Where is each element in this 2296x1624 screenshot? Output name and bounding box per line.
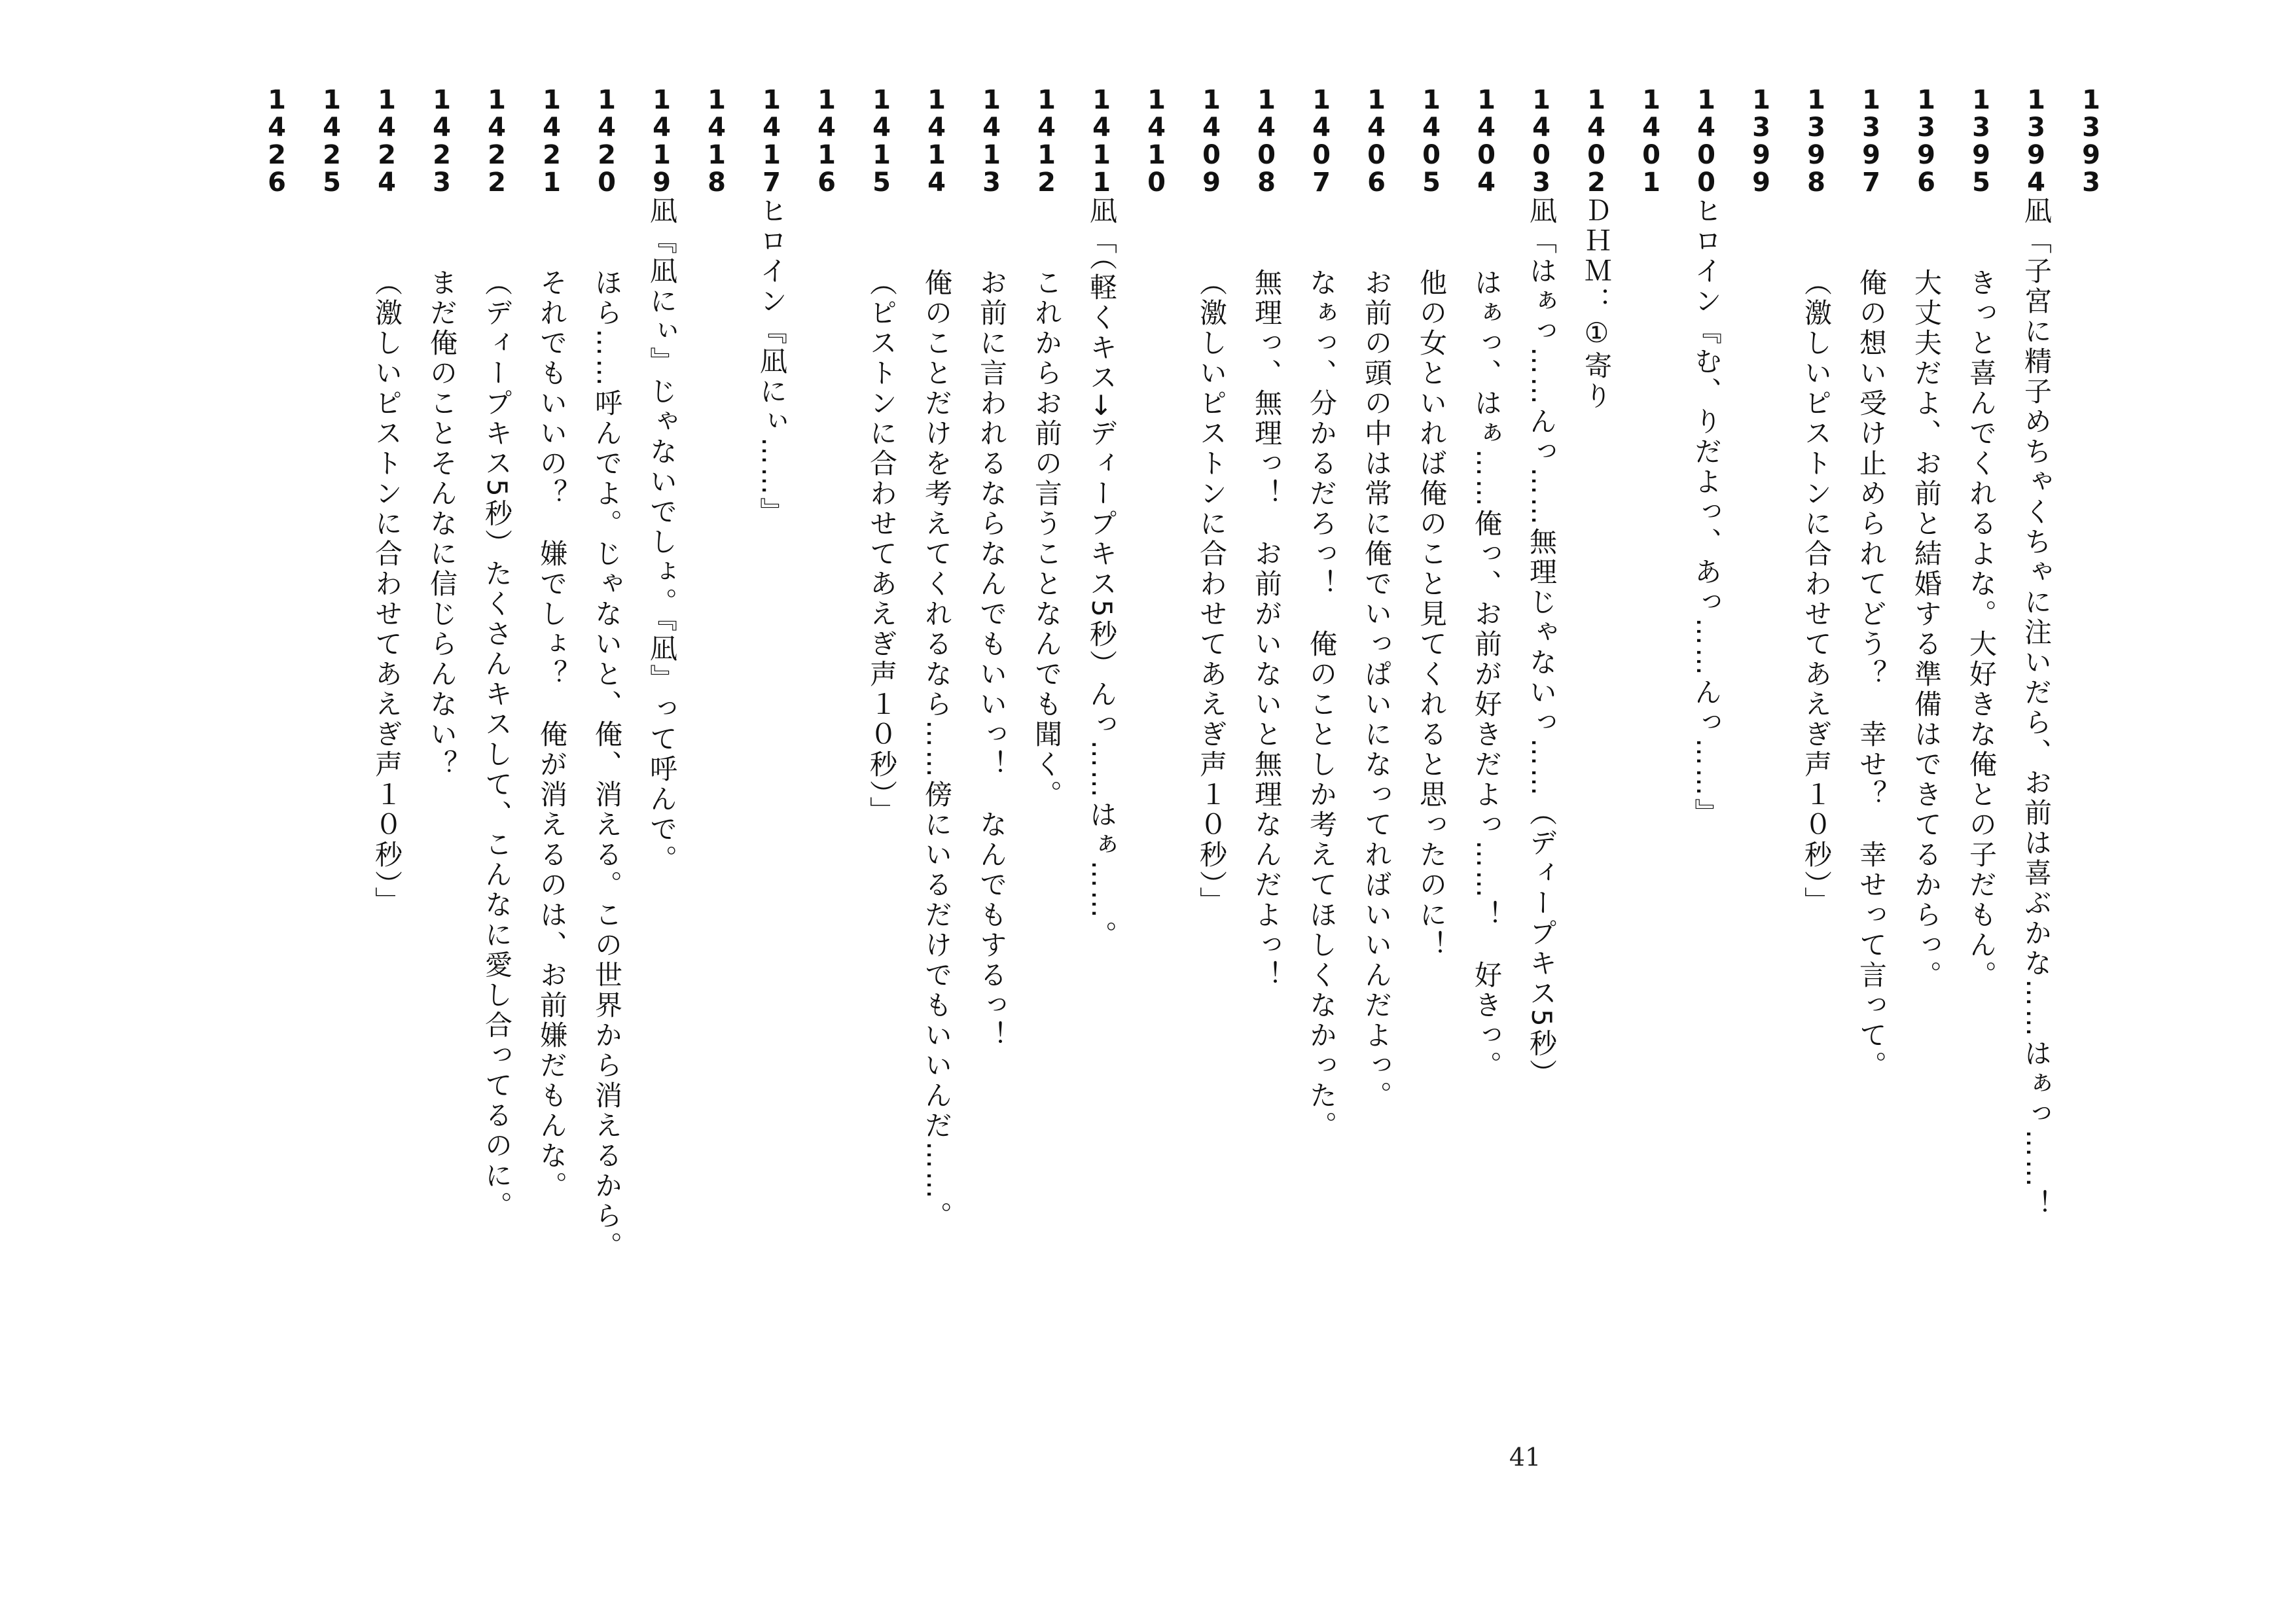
line-text: （ディープキス5秒）たくさんキスして、こんなに愛し合ってるのに。 <box>481 268 513 1222</box>
script-line <box>1734 0 1789 1624</box>
line-text: （激しいピストンに合わせてあえぎ声１０秒）」 <box>1801 268 1833 917</box>
line-number: 1416 <box>812 85 842 195</box>
line-number: 1412 <box>1031 85 1062 195</box>
line-number: 1397 <box>1856 85 1886 195</box>
line-number: 1413 <box>977 85 1007 195</box>
line-number: 1414 <box>922 85 952 195</box>
line-text: 凪「子宮に精子めちゃくちゃに注いだら、お前は喜ぶかな……はぁっ……！ <box>2020 196 2053 1220</box>
script-line <box>1569 0 1624 1624</box>
line-text: 無理っ、無理っ！ お前がいないと無理なんだよっ！ <box>1251 268 1283 991</box>
line-number: 1403 <box>1526 85 1556 195</box>
script-line <box>1679 0 1734 1624</box>
line-text: 俺のことだけを考えてくれるなら……傍にいるだけでもいいんだ……。 <box>921 268 953 1231</box>
script-line <box>2064 0 2119 1624</box>
script-line <box>359 0 414 1624</box>
script-line <box>1459 0 1514 1624</box>
line-number: 1419 <box>647 85 677 195</box>
line-text: 俺の想い受け止められてどう？ 幸せ？ 幸せって言って。 <box>1856 268 1888 1081</box>
script-line <box>744 0 799 1624</box>
line-number: 1426 <box>262 85 292 195</box>
line-number: 1393 <box>2076 85 2106 195</box>
line-text: （激しいピストンに合わせてあえぎ声１０秒）」 <box>371 268 403 917</box>
line-text: お前に言われるならなんでもいいっ！ なんでもするっ！ <box>976 268 1008 1051</box>
script-line <box>469 0 524 1624</box>
script-line <box>1019 0 1074 1624</box>
line-number: 1402 <box>1581 85 1611 195</box>
line-number: 1415 <box>867 85 897 195</box>
line-number: 1406 <box>1361 85 1391 195</box>
line-text: ほら……呼んでよ。じゃないと、俺、消える。この世界から消えるから。 <box>591 268 623 1262</box>
script-line <box>1294 0 1349 1624</box>
line-number: 1396 <box>1911 85 1941 195</box>
script-line <box>1624 0 1679 1624</box>
line-text: 大丈夫だよ、お前と結婚する準備はできてるからっ。 <box>1910 268 1943 991</box>
line-text: ヒロイン『む、りだよっ、あっ……んっ……』 <box>1691 196 1723 828</box>
script-line <box>249 0 304 1624</box>
line-number: 1408 <box>1251 85 1282 195</box>
line-text: 凪「（軽くキス→ディープキス5秒）んっ……はぁ……。 <box>1086 196 1118 951</box>
line-number: 1420 <box>592 85 622 195</box>
line-number: 1409 <box>1196 85 1227 195</box>
script-line <box>1954 0 2009 1624</box>
line-number: 1411 <box>1086 85 1117 195</box>
line-text: これからお前の言うことなんでも聞く。 <box>1031 268 1063 810</box>
script-line <box>1514 0 1569 1624</box>
line-text: まだ俺のことそんなに信じらんない？ <box>426 268 458 780</box>
script-line <box>634 0 689 1624</box>
script-line <box>1129 0 1184 1624</box>
line-text: （激しいピストンに合わせてあえぎ声１０秒）」 <box>1196 268 1228 917</box>
line-number: 1423 <box>427 85 457 195</box>
line-text: きっと喜んでくれるよな。大好きな俺との子だもん。 <box>1965 268 1998 991</box>
line-number: 1424 <box>372 85 402 195</box>
line-number: 1410 <box>1141 85 1172 195</box>
script-line <box>1844 0 1899 1624</box>
script-line <box>854 0 909 1624</box>
script-line <box>689 0 744 1624</box>
script-line <box>1789 0 1844 1624</box>
script-line <box>1899 0 1954 1624</box>
line-number: 1398 <box>1801 85 1831 195</box>
script-line <box>1239 0 1294 1624</box>
page-number: 41 <box>1509 1443 1541 1472</box>
script-line <box>524 0 579 1624</box>
line-text: 凪『凪にぃ』じゃないでしょ。『凪』って呼んで。 <box>646 196 678 875</box>
script-line <box>964 0 1019 1624</box>
script-line <box>414 0 469 1624</box>
script-line <box>1404 0 1459 1624</box>
script-line <box>1184 0 1239 1624</box>
line-text: はぁっ、はぁ……俺っ、お前が好きだよっ……！ 好きっ。 <box>1471 268 1503 1081</box>
script-line <box>1074 0 1129 1624</box>
line-text: ＤＨＭ：①寄り <box>1581 196 1613 412</box>
script-line <box>1349 0 1404 1624</box>
script-line <box>909 0 964 1624</box>
line-text: それでもいいの？ 嫌でしょ？ 俺が消えるのは、お前嫌だもんな。 <box>536 268 568 1201</box>
line-number: 1400 <box>1691 85 1721 195</box>
script-line <box>799 0 854 1624</box>
script-line <box>2009 0 2064 1624</box>
line-text: 凪「はぁっ……んっ……無理じゃないっ……（ディープキス5秒） <box>1526 196 1558 1089</box>
line-number: 1418 <box>702 85 732 195</box>
script-line <box>579 0 634 1624</box>
script-line <box>304 0 359 1624</box>
line-text: なぁっ、分かるだろっ！ 俺のことしか考えてほしくなかった。 <box>1306 268 1338 1141</box>
line-number: 1404 <box>1471 85 1501 195</box>
line-text: （ピストンに合わせてあえぎ声１０秒）」 <box>866 268 898 826</box>
line-number: 1394 <box>2021 85 2051 195</box>
line-text: 他の女といれば俺のこと見てくれると思ったのに！ <box>1416 268 1448 961</box>
line-number: 1422 <box>482 85 512 195</box>
line-number: 1399 <box>1746 85 1776 195</box>
line-number: 1425 <box>317 85 347 195</box>
line-number: 1395 <box>1966 85 1996 195</box>
line-text: お前の頭の中は常に俺でいっぱいになってればいいんだよっ。 <box>1361 268 1393 1111</box>
line-number: 1407 <box>1306 85 1336 195</box>
line-number: 1417 <box>757 85 787 195</box>
line-number: 1421 <box>537 85 567 195</box>
line-number: 1405 <box>1416 85 1446 195</box>
line-text: ヒロイン『凪にぃ……』 <box>756 196 788 527</box>
line-number: 1401 <box>1636 85 1666 195</box>
